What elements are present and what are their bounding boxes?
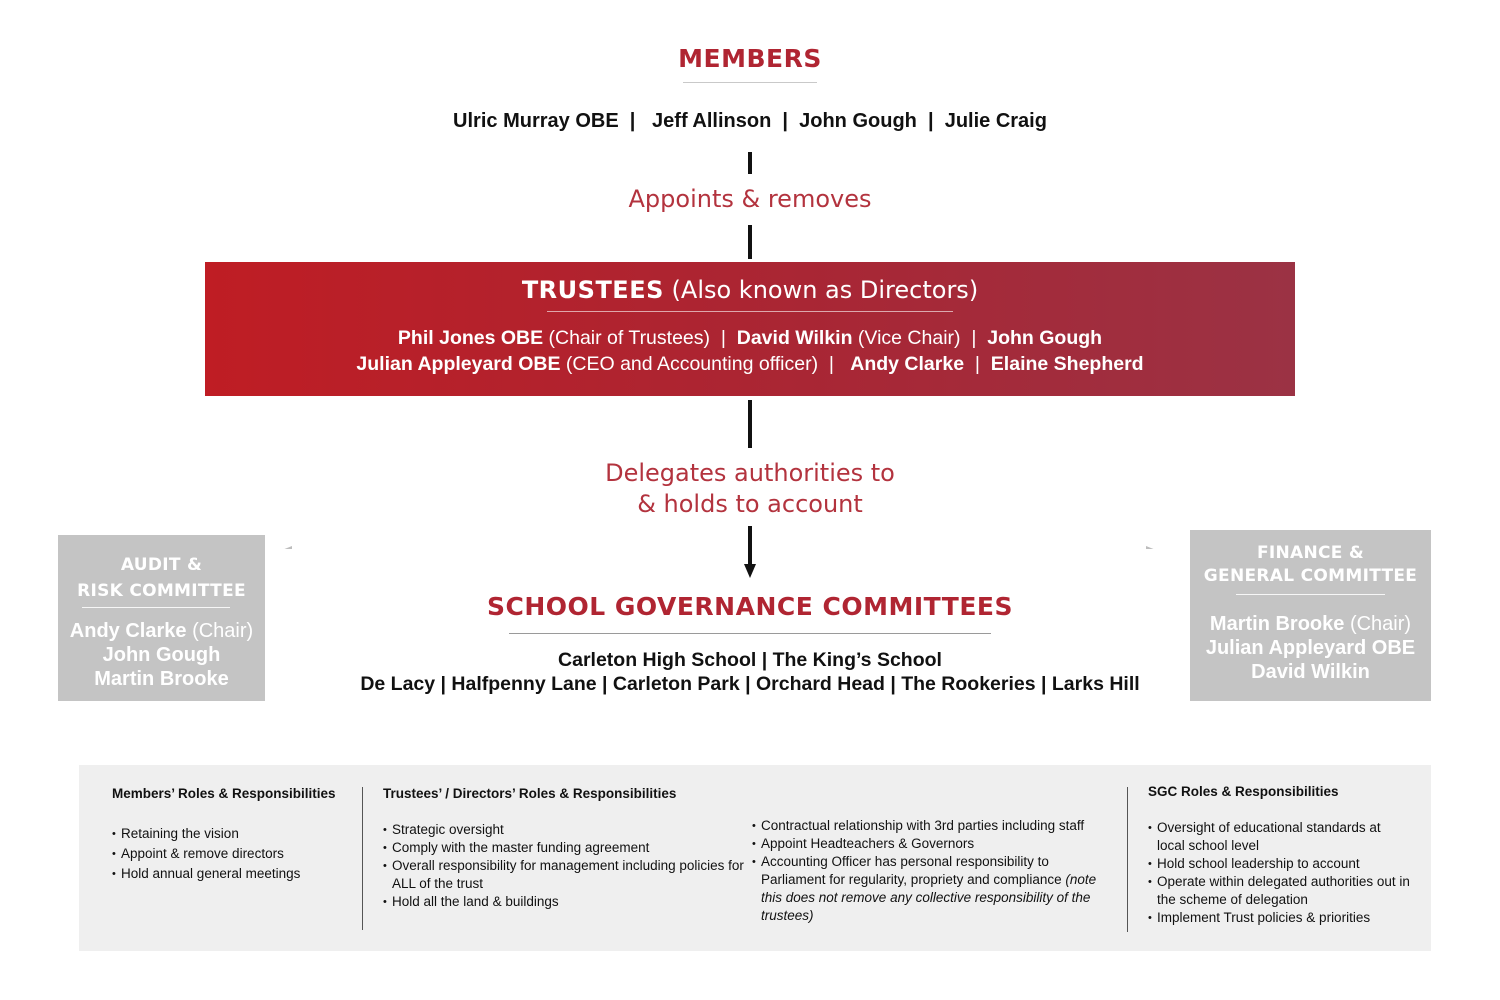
trustees-underline bbox=[547, 311, 953, 312]
finance-title-line2: GENERAL COMMITTEE bbox=[1203, 566, 1418, 586]
trustee-name: Julian Appleyard OBE bbox=[356, 353, 561, 375]
members-title: MEMBERS bbox=[678, 44, 822, 73]
list-item: • Comply with the master funding agreement bbox=[383, 839, 745, 857]
sgc-roles-heading: SGC Roles & Responsibilities bbox=[1148, 784, 1339, 799]
trustees-title: TRUSTEES bbox=[521, 276, 664, 304]
list-item: • Retaining the vision bbox=[112, 825, 352, 843]
list-item: • Oversight of educational standards at local school level bbox=[1148, 819, 1410, 855]
finance-title-line1: FINANCE & bbox=[1256, 543, 1365, 563]
delegates-label-line2: & holds to account bbox=[637, 490, 863, 518]
sgc-title: SCHOOL GOVERNANCE COMMITTEES bbox=[486, 592, 1013, 621]
audit-chair-label: (Chair) bbox=[186, 620, 254, 642]
trustee-separator: | bbox=[964, 353, 991, 375]
trustees-heading bbox=[205, 276, 1295, 304]
trustee-name: David Wilkin bbox=[736, 327, 853, 349]
trustee-name: Elaine Shepherd bbox=[990, 353, 1144, 375]
trustees-subtitle: (Also known as Directors) bbox=[671, 276, 979, 304]
members-names: Ulric Murray OBE | Jeff Allinson | John Gough | Julie Craig bbox=[453, 110, 1047, 132]
list-item: • Operate within delegated authorities out in the scheme of delegation bbox=[1148, 873, 1410, 909]
finance-member: Julian Appleyard OBE bbox=[1205, 637, 1416, 659]
audit-member: John Gough bbox=[102, 644, 221, 666]
trustees-roles-heading: Trustees’ / Directors’ Roles & Responsibilities bbox=[383, 786, 677, 801]
accounting-officer-text: Accounting Officer has personal responsibility to Parliament for regularity, propriety and compliance bbox=[761, 854, 1062, 887]
members-underline bbox=[683, 82, 817, 83]
roles-panel bbox=[79, 765, 1431, 951]
audit-title-line1: AUDIT & bbox=[120, 555, 203, 575]
audit-chair-name: Andy Clarke bbox=[69, 620, 187, 642]
list-item: • Strategic oversight bbox=[383, 821, 745, 839]
audit-title-line2: RISK COMMITTEE bbox=[77, 581, 246, 601]
members-roles-list bbox=[112, 825, 352, 883]
appoints-label: Appoints & removes bbox=[628, 185, 872, 213]
accounting-officer-note: (note this does not remove any collective responsibility of the trustees) bbox=[761, 872, 1097, 923]
trustee-name: John Gough bbox=[987, 327, 1103, 349]
down-arrow-icon bbox=[740, 526, 760, 580]
connector-line-members-bottom bbox=[748, 225, 752, 259]
sgc-roles-list bbox=[1148, 819, 1410, 927]
sgc-schools-line1: Carleton High School | The King’s School bbox=[558, 649, 942, 671]
list-item: • Appoint Headteachers & Governors bbox=[752, 835, 1108, 853]
sgc-schools-line2: De Lacy | Halfpenny Lane | Carleton Park | Orchard Head | The Rookeries | Larks Hill bbox=[360, 673, 1140, 695]
audit-chair bbox=[58, 619, 265, 643]
list-item: • Hold all the land & buildings bbox=[383, 893, 745, 911]
trustees-roles-list-1 bbox=[383, 821, 745, 911]
roles-divider bbox=[1127, 787, 1128, 932]
audit-member: Martin Brooke bbox=[94, 668, 229, 690]
committees-link-arrow-icon bbox=[282, 545, 1156, 549]
list-item: • Implement Trust policies & priorities bbox=[1148, 909, 1410, 927]
finance-member: David Wilkin bbox=[1251, 661, 1370, 683]
list-item: • Overall responsibility for management including policies for ALL of the trust bbox=[383, 857, 745, 893]
trustee-role: (CEO and Accounting officer) | bbox=[560, 353, 851, 375]
trustees-roles-list-2 bbox=[752, 817, 1108, 925]
list-item: • Hold school leadership to account bbox=[1148, 855, 1410, 873]
connector-line-trustees bbox=[748, 400, 752, 448]
trustee-role: (Vice Chair) | bbox=[852, 327, 988, 349]
trustee-name: Phil Jones OBE bbox=[397, 327, 544, 349]
sgc-underline bbox=[509, 633, 991, 634]
trustees-box bbox=[205, 262, 1295, 396]
trustee-name: Andy Clarke bbox=[850, 353, 965, 375]
trustee-role: (Chair of Trustees) | bbox=[543, 327, 737, 349]
finance-chair-label: (Chair) bbox=[1344, 613, 1412, 635]
list-item: • Hold annual general meetings bbox=[112, 865, 352, 883]
finance-chair-name: Martin Brooke bbox=[1209, 613, 1345, 635]
connector-line-members-top bbox=[748, 152, 752, 174]
list-item: • Appoint & remove directors bbox=[112, 845, 352, 863]
delegates-label-line1: Delegates authorities to bbox=[605, 459, 895, 487]
trustees-line-2 bbox=[205, 353, 1295, 376]
roles-divider bbox=[362, 787, 363, 930]
members-roles-heading: Members’ Roles & Responsibilities bbox=[112, 786, 336, 801]
trustees-line-1 bbox=[205, 327, 1295, 350]
list-item: • Contractual relationship with 3rd parties including staff bbox=[752, 817, 1108, 835]
list-item bbox=[752, 853, 1108, 925]
